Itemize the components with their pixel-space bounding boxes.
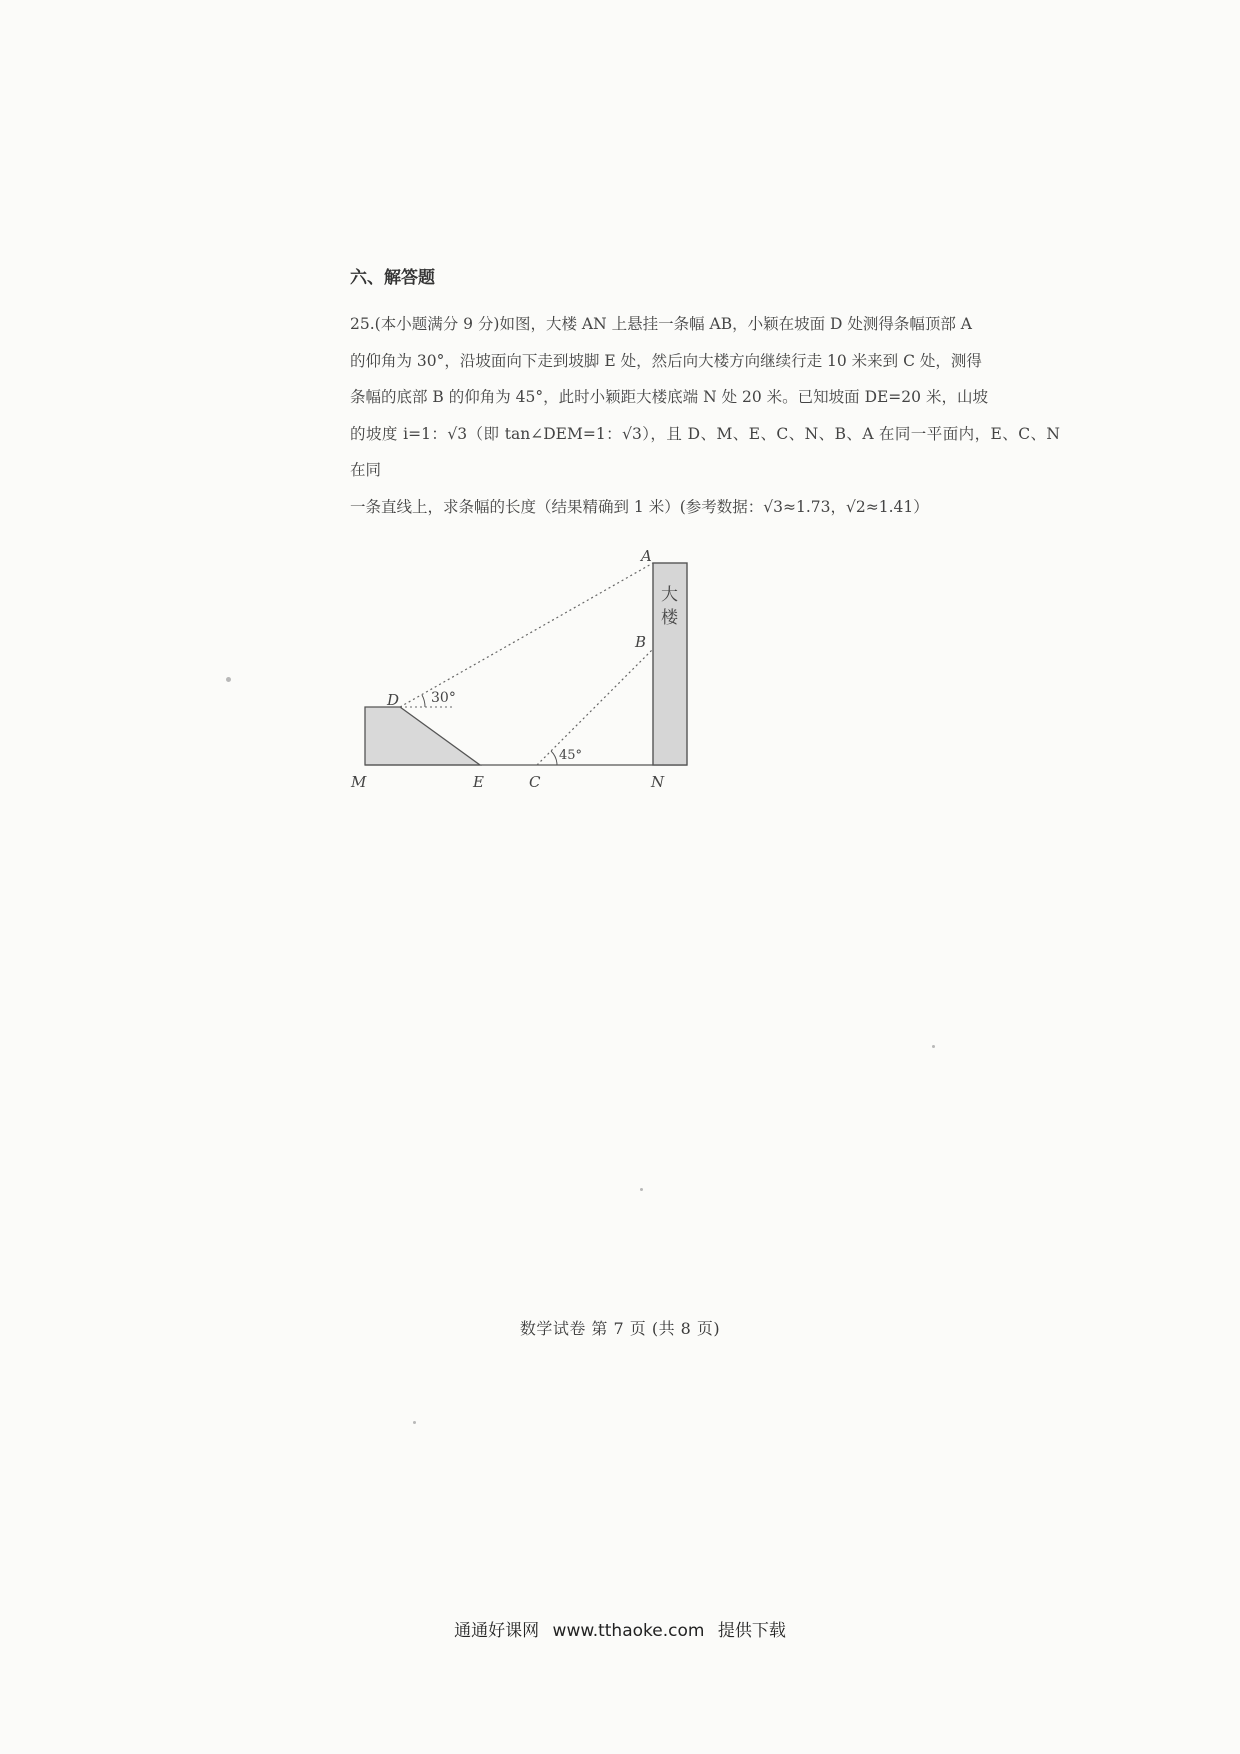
point-label-n: N (651, 773, 665, 791)
watermark-url[interactable]: www.tthaoke.com (552, 1621, 705, 1641)
watermark-site-name: 通通好课网 (454, 1621, 540, 1641)
geometry-figure (345, 547, 715, 805)
problem-line: 的坡度 i=1：√3（即 tan∠DEM=1：√3），且 D、M、E、C、N、B、A 在同一平面内，E、C、N 在同 (350, 424, 1060, 480)
angle-arc-c (551, 751, 557, 765)
sight-line-c-to-b (537, 649, 653, 765)
building-label-bottom: 楼 (661, 608, 678, 628)
problem-line: 条幅的底部 B 的仰角为 45°，此时小颖距大楼底端 N 处 20 米。已知坡面 DE=20 米，山坡 (350, 388, 988, 407)
hill-slope-region (365, 707, 480, 765)
scan-speck (226, 677, 231, 682)
problem-line: 的仰角为 30°，沿坡面向下走到坡脚 E 处，然后向大楼方向继续行走 10 米来到 C 处，测得 (350, 351, 982, 370)
problem-statement (350, 306, 1060, 526)
point-label-b: B (635, 633, 647, 651)
sight-line-d-to-a (400, 563, 653, 707)
watermark (0, 1616, 1240, 1641)
problem-line: 25.(本小题满分 9 分)如图，大楼 AN 上悬挂一条幅 AB，小颖在坡面 D 处测得条幅顶部 A (350, 315, 972, 333)
section-heading: 六、解答题 (350, 268, 435, 288)
scan-speck (413, 1421, 416, 1424)
point-label-a: A (641, 547, 652, 565)
problem-line: 一条直线上，求条幅的长度（结果精确到 1 米）(参考数据：√3≈1.73，√2≈1.41） (350, 497, 929, 516)
angle-label-c: 45° (559, 748, 583, 763)
point-label-c: C (529, 773, 541, 791)
point-label-m: M (351, 773, 367, 791)
scan-speck (640, 1188, 643, 1191)
angle-arc-d (422, 695, 425, 707)
watermark-suffix: 提供下载 (717, 1621, 786, 1641)
building-label-top: 大 (661, 585, 678, 605)
scan-speck (932, 1045, 935, 1048)
point-label-d: D (387, 691, 400, 709)
page-footer: 数学试卷 第 7 页 (共 8 页) (519, 1319, 721, 1338)
angle-label-d: 30° (431, 690, 456, 706)
point-label-e: E (473, 773, 484, 791)
